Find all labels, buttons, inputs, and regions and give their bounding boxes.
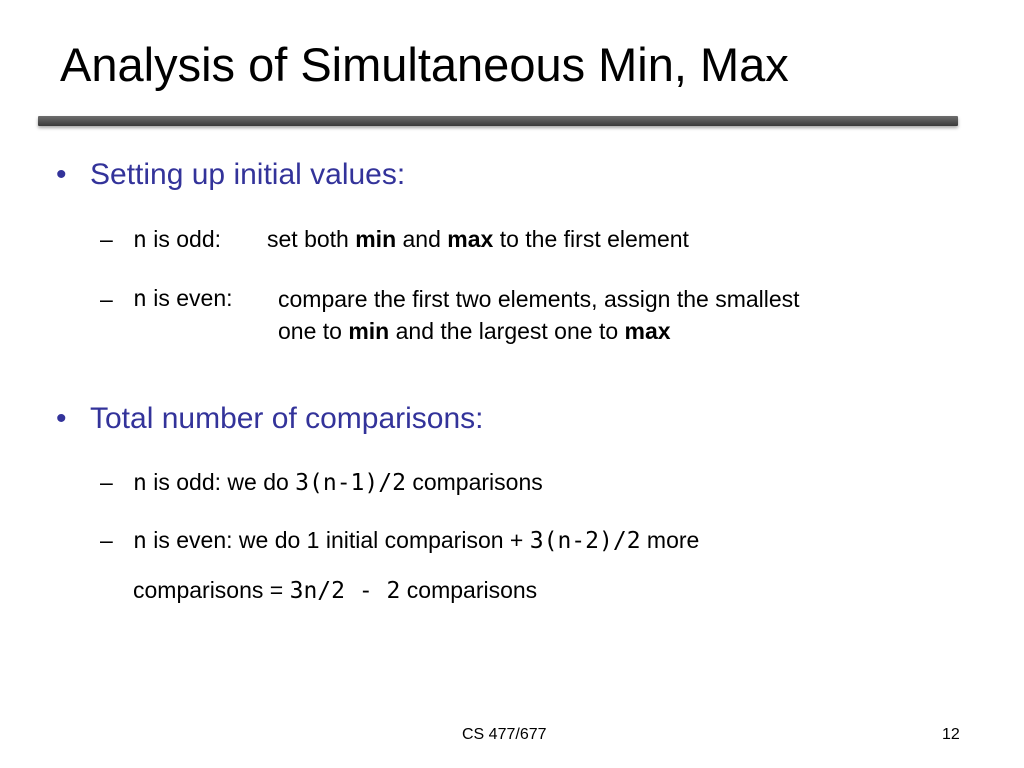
text-part: is even: we do 1 initial comparison +	[146, 527, 530, 553]
n-variable: n	[133, 470, 147, 496]
bullet-dot: •	[56, 402, 67, 435]
bullet-setting-up	[56, 158, 406, 192]
text-part: to the first element	[493, 226, 689, 252]
formula: 3(n-1)/2	[295, 470, 406, 496]
n-variable: n	[133, 528, 147, 554]
subitem-n-even-label	[133, 285, 233, 312]
n-variable: n	[133, 286, 147, 312]
title-divider	[38, 116, 958, 126]
text-part: and	[396, 226, 448, 252]
max-keyword: max	[624, 318, 671, 344]
footer-course: CS 477/677	[462, 726, 547, 743]
bullet-text: Setting up initial values:	[90, 158, 406, 191]
dash-marker: –	[100, 527, 113, 553]
subitem-n-even-line1: compare the first two elements, assign the smallest	[278, 286, 800, 312]
text-part: is odd: we do	[146, 469, 296, 495]
text-part: and the largest one to	[389, 318, 625, 344]
text-part: comparisons =	[133, 577, 290, 603]
max-keyword: max	[447, 226, 494, 252]
bullet-dot: •	[56, 158, 67, 191]
subitem-even-comparisons-line2	[133, 577, 537, 604]
slide-title: Analysis of Simultaneous Min, Max	[60, 38, 789, 91]
text-part: more	[640, 527, 700, 553]
n-variable: n	[133, 227, 147, 253]
formula: 3(n-2)/2	[529, 528, 641, 554]
bullet-text: Total number of comparisons:	[90, 402, 484, 435]
min-keyword: min	[355, 226, 397, 252]
min-keyword: min	[348, 318, 390, 344]
subitem-n-even-line2	[278, 318, 671, 345]
subitem-n-odd-label	[133, 226, 221, 253]
even-label: is even:	[153, 285, 233, 311]
bullet-total-comparisons	[56, 402, 484, 436]
subitem-odd-comparisons	[133, 469, 543, 496]
dash-marker: –	[100, 469, 113, 495]
text-part: comparisons	[405, 469, 543, 495]
subitem-even-comparisons	[133, 527, 699, 554]
formula: 3n/2 - 2	[289, 578, 401, 604]
dash-marker: –	[100, 226, 113, 252]
odd-label: is odd:	[153, 226, 222, 252]
text-part: set both	[267, 226, 356, 252]
dash-marker: –	[100, 286, 113, 312]
subitem-n-odd-desc	[267, 226, 689, 253]
page-number: 12	[942, 726, 960, 743]
text-part: one to	[278, 318, 349, 344]
text-part: comparisons	[400, 577, 538, 603]
